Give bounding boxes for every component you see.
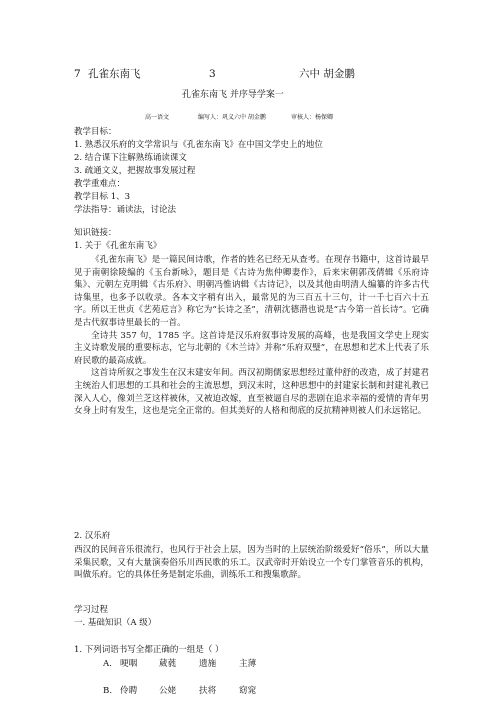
key-points-title: 教学重难点： — [74, 179, 126, 189]
school-author: 六中 胡金鹏 — [299, 68, 355, 80]
option-word: 伶聘 — [120, 686, 138, 696]
knowledge-body — [74, 254, 429, 418]
process-title: 学习过程 — [74, 605, 109, 615]
lesson-title: 孔雀东南飞 — [88, 68, 141, 80]
meta-reviewer: 审核人：杨保卿 — [291, 114, 334, 121]
section-heading: 一. 基础知识（A 级） — [74, 618, 157, 628]
question-text: 1. 下列词语书写全都正确的一组是（ ） — [74, 645, 224, 655]
paragraph: 西汉的民间音乐很流行，也风行于社会上层，因为当时的上层统治阶级爱好“俗乐”，所以大量采集民歌，又有大量演奏俗乐川西民歌的乐工。汉武帝时开始设立一个专门掌管音乐的机构，叫做乐府。它的具体任务是制定乐曲，训练乐工和搜集歌辞。 — [74, 545, 429, 581]
option-label: A. — [103, 659, 112, 669]
objective-item: 2. 结合课下注解熟练诵读课文 — [74, 153, 187, 163]
method-guide: 学法指导：诵读法，讨论法 — [74, 205, 177, 215]
objective-item: 3. 疏通文义，把握故事发展过程 — [74, 166, 196, 176]
objectives-title: 教学目标： — [74, 127, 117, 137]
doc-subtitle: 孔雀东南飞 并序导学案一 — [182, 90, 284, 100]
key-points-content: 教学目标 1、3 — [74, 192, 131, 202]
option-word: 主薄 — [239, 659, 257, 669]
meta-grade: 高一语文 — [145, 114, 170, 121]
knowledge-body-2 — [74, 544, 429, 582]
paragraph: 《孔雀东南飞》是一篇民间诗歌，作者的姓名已经无从查考。在现存书籍中，这首诗最早见于南朝徐陵编的《玉台新咏》，题目是《古诗为焦仲卿妻作》，后来宋朝郭茂倩辑《乐府诗集》、元朝左克明辑《古乐府》、明朝冯惟讷辑《古诗记》，以及其他由明清人编纂的许多古代诗集里，也多予以收录。各本文字稍有出入，最常见的为三百五十三句，计一千七百六十五字。所以王世贞《艺苑卮言》称它为“长诗之圣”，清朝沈德潜也说是“古今第一首长诗”。它确是古代叙事诗里最长的一首。 — [74, 255, 429, 328]
objective-item: 1. 熟悉汉乐府的文学常识与《孔雀东南飞》在中国文学史上的地位 — [74, 140, 323, 150]
knowledge-title: 知识链接： — [74, 228, 117, 238]
option-word: 窈窕 — [239, 686, 257, 696]
option-word: 遗施 — [199, 659, 217, 669]
option-word: 扶将 — [199, 686, 217, 696]
page-number: 3 — [209, 68, 216, 80]
lesson-number: 7 — [74, 68, 81, 80]
meta-writer: 编写人：巩义六中 胡金鹏 — [198, 114, 266, 121]
option-word: 哽咽 — [120, 659, 138, 669]
option-label: B. — [103, 686, 113, 696]
knowledge-subheading: 1. 关于《孔雀东南飞》 — [74, 241, 162, 251]
option-word: 葳蕤 — [159, 659, 177, 669]
paragraph: 这首诗所叙之事发生在汉末建安年间。西汉初期儒家思想经过董仲舒的改造，成了封建君主统治人们思想的工具和社会的主流思想，到汉末时，这种思想中的封建家长制和封建礼教已深入人心，像刘兰芝这样被休，又被迫改嫁，直至被逼自尽的悲剧在追求幸福的爱情的青年男女身上时有发生，这也是完全正常的。但其美好的人格和彻底的反抗精神则被人们永远铭记。 — [74, 368, 429, 417]
knowledge-subheading: 2. 汉乐府 — [74, 531, 111, 541]
paragraph: 全诗共 357 句，1785 字。这首诗是汉乐府叙事诗发展的高峰，也是我国文学史上现实主义诗歌发展的重要标志，它与北朝的《木兰诗》并称“乐府双璧”，在思想和艺术上代表了乐府民歌的最高成就。 — [74, 330, 429, 366]
option-word: 公姥 — [159, 686, 177, 696]
